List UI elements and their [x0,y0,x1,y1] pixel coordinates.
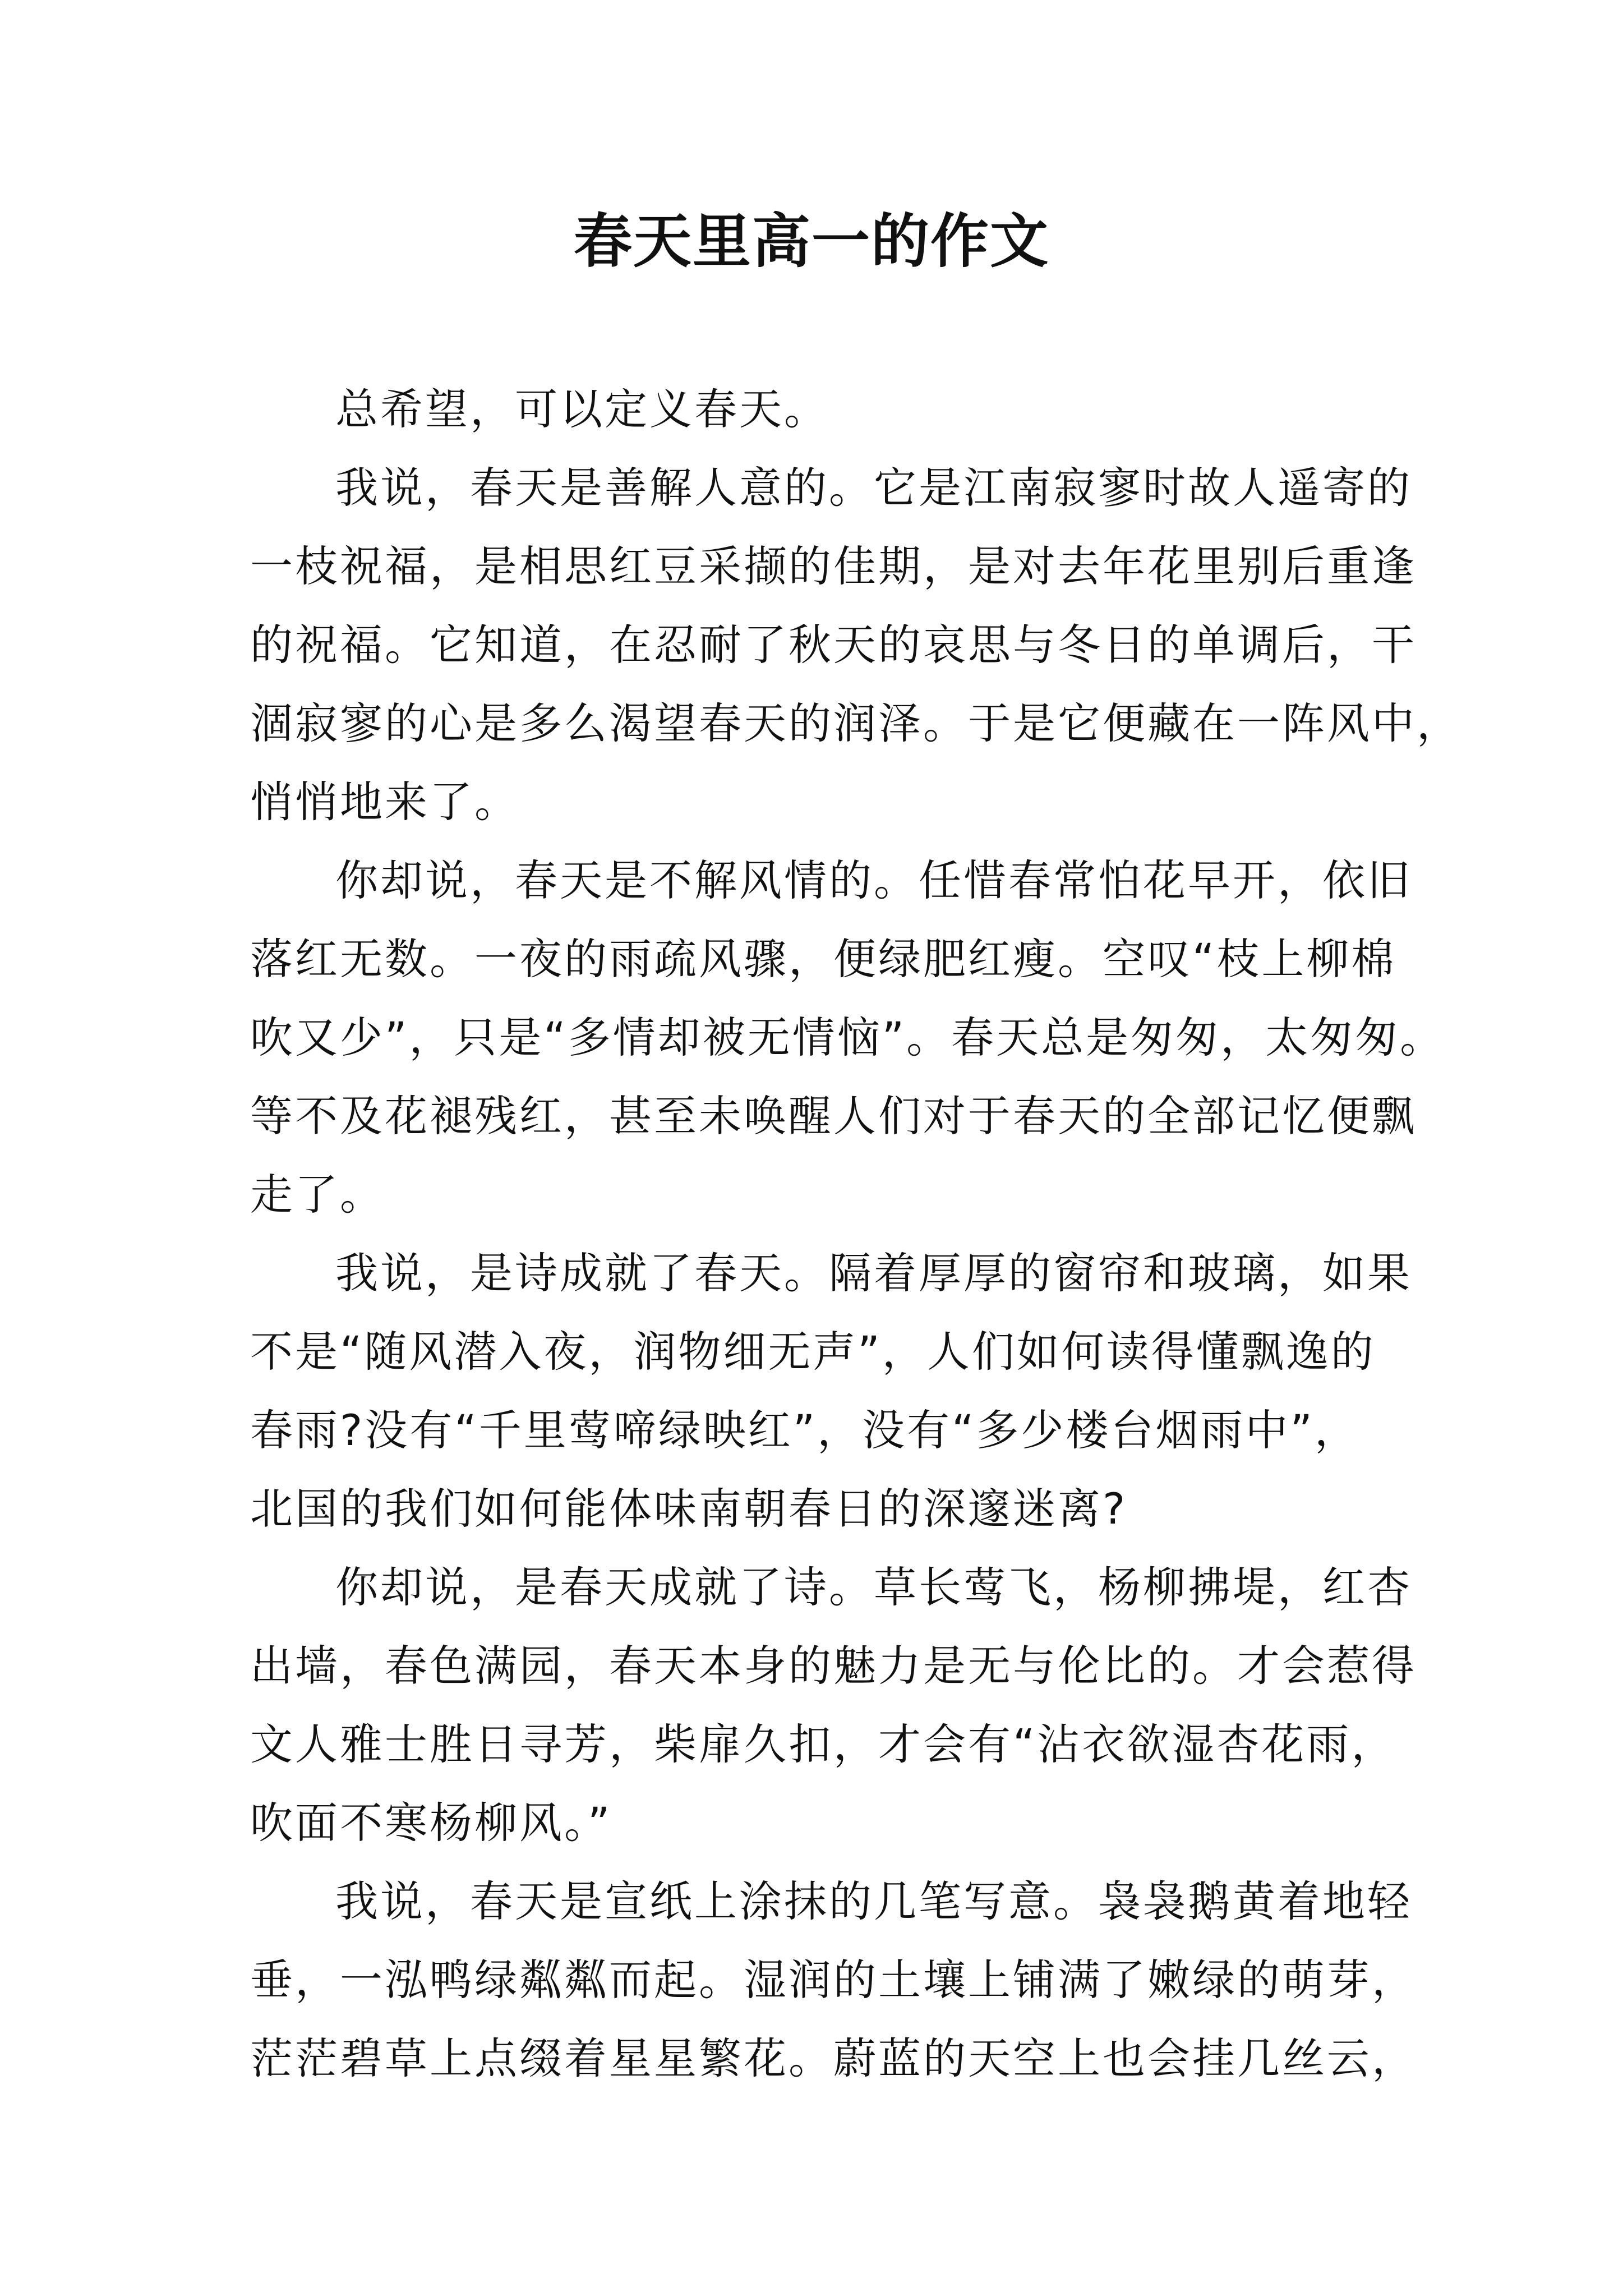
paragraph-line: 北国的我们如何能体味南朝春日的深邃迷离? [250,1484,1128,1534]
paragraph-line: 茫茫碧草上点缀着星星繁花。蔚蓝的天空上也会挂几丝云， [250,2033,1417,2083]
paragraph-line: 吹面不寒杨柳风。” [250,1798,612,1848]
paragraph-line: 总希望，可以定义春天。 [335,384,829,434]
paragraph-line: 落红无数。一夜的雨疏风骤，便绿肥红瘦。空叹“枝上柳棉 [250,934,1396,984]
paragraph-line: 涸寂寥的心是多么渴望春天的润泽。于是它便藏在一阵风中， [250,698,1461,748]
paragraph-line: 我说，春天是宣纸上涂抹的几笔写意。袅袅鹅黄着地轻 [335,1876,1412,1926]
paragraph [250,841,1445,1234]
paragraph-line: 走了。 [250,1170,385,1220]
paragraph-line: 文人雅士胜日寻芳，柴扉久扣，才会有“沾衣欲湿杏花雨， [250,1719,1396,1769]
paragraph-line: 你却说，是春天成就了诗。草长莺飞，杨柳拂堤，红杏 [335,1562,1412,1612]
paragraph [250,1862,1417,2098]
paragraph-line: 垂，一泓鸭绿粼粼而起。湿润的土壤上铺满了嫩绿的萌芽， [250,1955,1417,2005]
paragraph [250,1548,1417,1862]
document-title: 春天里高一的作文 [573,206,1049,275]
paragraph-line: 我说，春天是善解人意的。它是江南寂寥时故人遥寄的 [335,463,1412,513]
paragraph-line: 吹又少”，只是“多情却被无情恼”。春天总是匆匆，太匆匆。 [250,1013,1445,1062]
paragraph-line: 悄悄地来了。 [250,777,519,827]
paragraph [250,370,1377,449]
paragraph-line: 我说，是诗成就了春天。隔着厚厚的窗帘和玻璃，如果 [335,1248,1412,1298]
paragraph-line: 的祝福。它知道，在忍耐了秋天的哀思与冬日的单调后，干 [250,620,1417,670]
paragraph-line: 不是“随风潜入夜，润物细无声”，人们如何读得懂飘逸的 [250,1327,1376,1377]
document-body [250,370,1461,2098]
paragraph [250,1234,1412,1548]
paragraph-line: 春雨?没有“千里莺啼绿映红”，没有“多少楼台烟雨中”， [250,1405,1359,1455]
paragraph-line: 一枝祝福，是相思红豆采撷的佳期，是对去年花里别后重逢 [250,541,1417,591]
paragraph-line: 你却说，春天是不解风情的。任惜春常怕花早开，依旧 [335,855,1412,905]
paragraph-line: 出墙，春色满园，春天本身的魅力是无与伦比的。才会惹得 [250,1641,1417,1691]
paragraph [250,449,1461,841]
paragraph-line: 等不及花褪残红，甚至未唤醒人们对于春天的全部记忆便飘 [250,1091,1417,1141]
